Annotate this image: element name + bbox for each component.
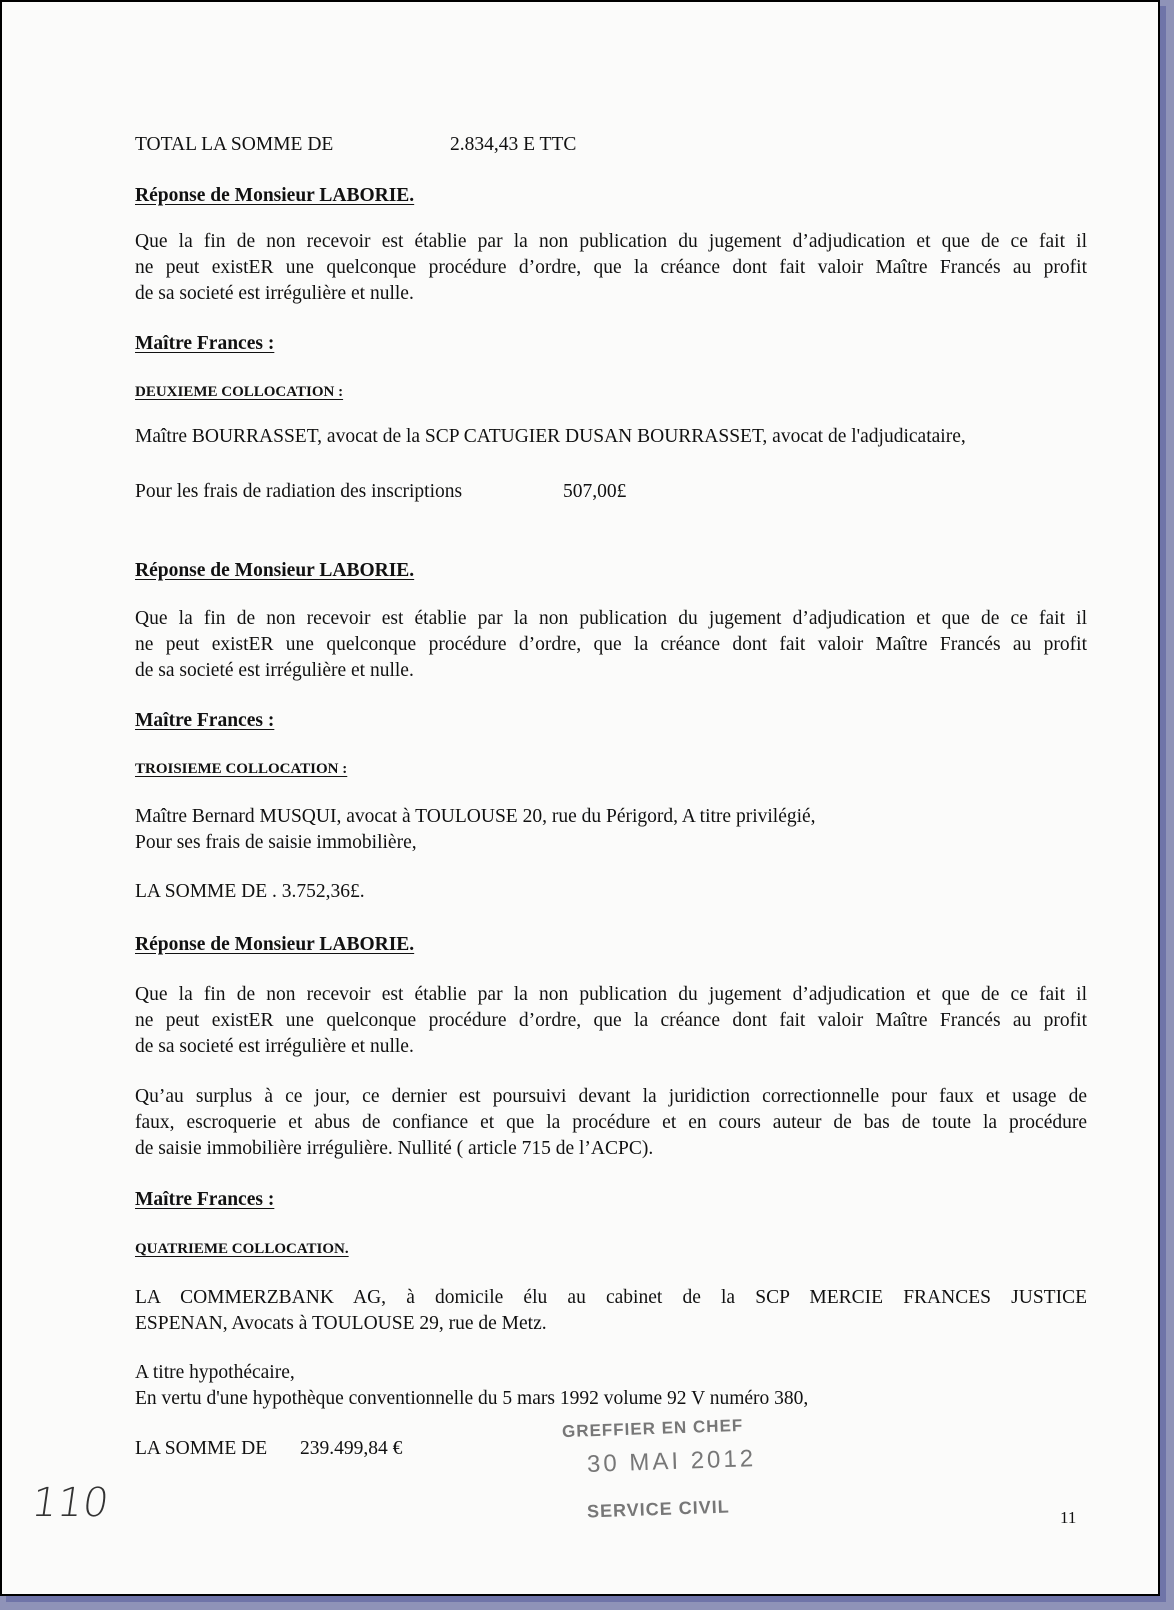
troisieme-somme: LA SOMME DE . 3.752,36£. xyxy=(135,881,365,902)
response-line: Que la fin de non recevoir est établie par la non publication du jugement d’adjudication et que de ce fait il xyxy=(135,608,1087,629)
surplus-line: faux, escroquerie et abus de confiance et que la procédure et en cours auteur de bas de toute la procédure xyxy=(135,1112,1087,1133)
response-line: Que la fin de non recevoir est établie par la non publication du jugement d’adjudication et que de ce fait il xyxy=(135,231,1087,252)
surplus-line: de saisie immobilière irrégulière. Nullité ( article 715 de l’ACPC). xyxy=(135,1138,654,1159)
response-line: ne peut existER une quelconque procédure d’ordre, que la créance dont fait valoir Maître Francés au profit xyxy=(135,634,1087,655)
response-line: Que la fin de non recevoir est établie par la non publication du jugement d’adjudication et que de ce fait il xyxy=(135,984,1087,1005)
quatrieme-titre: A titre hypothécaire, xyxy=(135,1362,295,1383)
response-line: ne peut existER une quelconque procédure d’ordre, que la créance dont fait valoir Maître Francés au profit xyxy=(135,257,1087,278)
quatrieme-somme-amount: 239.499,84 € xyxy=(300,1438,403,1459)
quatrieme-title: QUATRIEME COLLOCATION. xyxy=(135,1241,349,1257)
surplus-line: Qu’au surplus à ce jour, ce dernier est poursuivi devant la juridiction correctionnelle pour faux et usage de xyxy=(135,1086,1087,1107)
maitre-heading: Maître Frances : xyxy=(135,1189,275,1210)
quatrieme-somme-label: LA SOMME DE xyxy=(135,1438,268,1459)
response-line: ne peut existER une quelconque procédure d’ordre, que la créance dont fait valoir Maître Francés au profit xyxy=(135,1010,1087,1031)
quatrieme-line: ESPENAN, Avocats à TOULOUSE 29, rue de Metz. xyxy=(135,1313,547,1334)
response-heading: Réponse de Monsieur LABORIE. xyxy=(135,560,415,581)
troisieme-title: TROISIEME COLLOCATION : xyxy=(135,761,348,777)
maitre-heading: Maître Frances : xyxy=(135,333,275,354)
stamp-service: SERVICE CIVIL xyxy=(586,1496,730,1522)
frais-label: Pour les frais de radiation des inscriptions xyxy=(135,481,463,502)
quatrieme-vertu: En vertu d'une hypothèque conventionnelle du 5 mars 1992 volume 92 V numéro 380, xyxy=(135,1388,809,1409)
deuxieme-line: Maître BOURRASSET, avocat de la SCP CATUGIER DUSAN BOURRASSET, avocat de l'adjudicataire, xyxy=(135,426,966,447)
quatrieme-line: LA COMMERZBANK AG, à domicile élu au cabinet de la SCP MERCIE FRANCES JUSTICE xyxy=(135,1287,1087,1308)
stamp-date: 30 MAI 2012 xyxy=(586,1445,757,1478)
troisieme-line: Pour ses frais de saisie immobilière, xyxy=(135,832,417,853)
response-heading: Réponse de Monsieur LABORIE. xyxy=(135,185,415,206)
response-line: de sa societé est irrégulière et nulle. xyxy=(135,660,414,681)
stamp-greffier: GREFFIER EN CHEF xyxy=(561,1415,744,1442)
handwritten-number: 110 xyxy=(28,1480,112,1526)
response-heading: Réponse de Monsieur LABORIE. xyxy=(135,934,415,955)
total-amount: 2.834,43 E TTC xyxy=(450,134,577,155)
maitre-heading: Maître Frances : xyxy=(135,710,275,731)
deuxieme-title: DEUXIEME COLLOCATION : xyxy=(135,384,344,400)
frais-amount: 507,00£ xyxy=(563,481,627,502)
response-line: de sa societé est irrégulière et nulle. xyxy=(135,283,414,304)
response-line: de sa societé est irrégulière et nulle. xyxy=(135,1036,414,1057)
page-number: 11 xyxy=(1060,1508,1077,1527)
troisieme-line: Maître Bernard MUSQUI, avocat à TOULOUSE 20, rue du Périgord, A titre privilégié, xyxy=(135,806,816,827)
total-label: TOTAL LA SOMME DE xyxy=(135,134,334,155)
